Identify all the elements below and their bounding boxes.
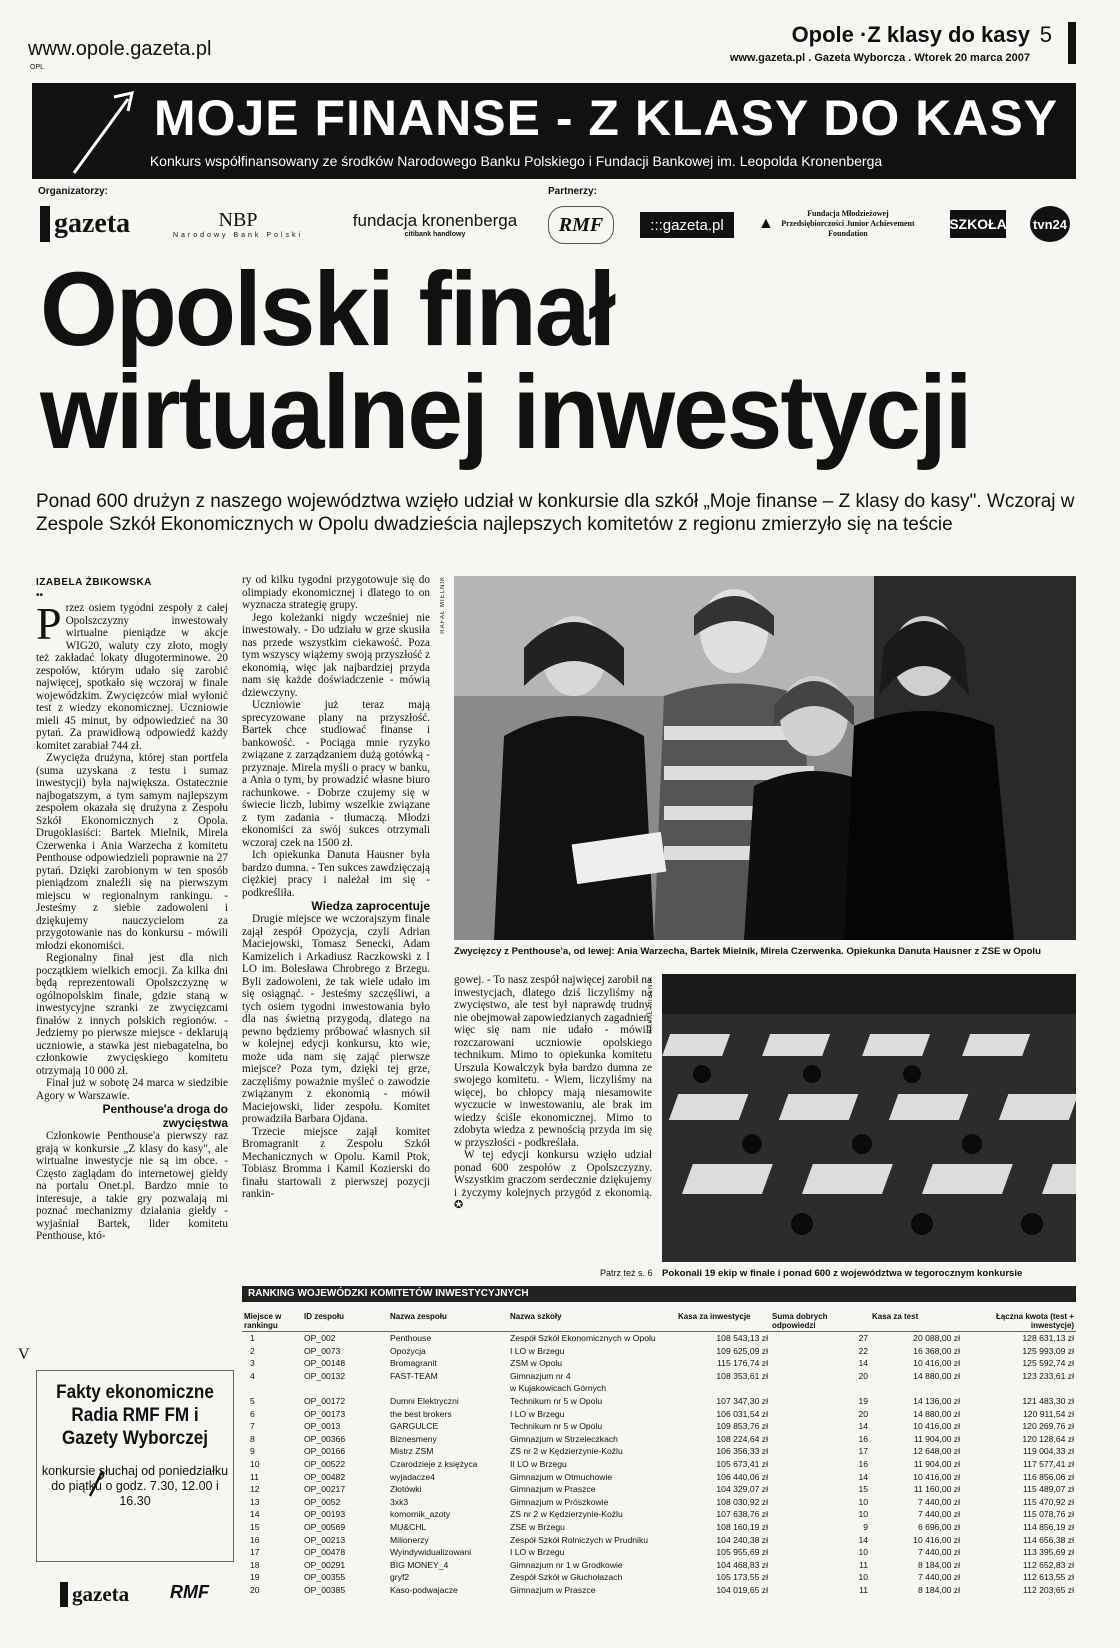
table-cell: 10 416,00 zł <box>913 1358 960 1369</box>
table-cell: Milionerzy <box>390 1534 429 1545</box>
table-cell: 106 356,33 zł <box>716 1446 768 1457</box>
ranking-body <box>242 1332 1076 1597</box>
table-row <box>242 1584 1076 1597</box>
table-cell: Zespół Szkół Ekonomicznych w Opolu <box>510 1333 656 1343</box>
table-cell: Technikum nr 5 w Opolu <box>510 1421 603 1432</box>
page-number: 5 <box>1039 22 1052 47</box>
table-cell: ZSM w Opolu <box>510 1358 563 1369</box>
table-cell: 107 347,30 zł <box>716 1395 768 1406</box>
table-cell: 116 856,06 zł <box>1023 1471 1074 1482</box>
table-cell: 15 <box>250 1521 260 1532</box>
banner-subtitle: Konkurs współfinansowany ze środków Narodowego Banku Polskiego i Fundacji Bankowej im. Leopolda Kronenberga <box>149 153 883 169</box>
table-cell: Czarodzieje z księżyca <box>390 1458 478 1469</box>
table-cell: 14 <box>858 1471 868 1482</box>
nbp-logo <box>158 206 318 242</box>
table-cell: Gimnazjum w Prószkowie <box>510 1496 609 1507</box>
table-cell: Technikum nr 5 w Opolu <box>510 1395 603 1406</box>
margin-mark: V <box>18 1346 30 1363</box>
table-cell: 112 652,83 zł <box>1023 1559 1074 1570</box>
table-row <box>242 1521 1076 1534</box>
table-row <box>242 1458 1076 1471</box>
photo-credit: RAFAŁ MIELNIK <box>648 976 654 1034</box>
article-column-1 <box>36 602 228 1282</box>
final-hall-photo <box>662 974 1076 1262</box>
edition-code: OPL <box>30 64 45 71</box>
column-header: Miejsce w rankingu <box>242 1312 302 1332</box>
table-cell: 106 031,54 zł <box>716 1408 768 1419</box>
table-cell: wyjadacze4 <box>390 1471 435 1482</box>
table-cell: 105 173,55 zł <box>716 1572 768 1583</box>
table-cell: 14 880,00 zł <box>913 1370 960 1381</box>
table-cell: Zespół Szkół w Głuchołazach <box>510 1572 623 1583</box>
junior-achievement-logo <box>758 206 918 242</box>
table-cell: 10 <box>858 1547 868 1558</box>
table-cell: MU&CHL <box>390 1521 427 1532</box>
table-cell: 14 136,00 zł <box>913 1395 960 1406</box>
table-cell: 109 853,76 zł <box>716 1421 768 1432</box>
table-cell: 114 856,19 zł <box>1023 1521 1074 1532</box>
table-cell: 20 <box>858 1370 868 1381</box>
table-cell: 120 128,64 zł <box>1022 1433 1074 1444</box>
column-header: Suma dobrych odpowiedzi <box>770 1312 870 1332</box>
table-cell: Gimnazjum w Otmuchowie <box>510 1471 613 1482</box>
table-cell: 14 <box>858 1534 868 1545</box>
column-header: Kasa za test <box>870 1312 962 1332</box>
table-cell: Zespół Szkół Rolniczych w Prudniku <box>510 1534 649 1545</box>
pencil-icon <box>80 1468 140 1498</box>
rmf-logo: RMF <box>548 206 614 244</box>
table-cell: OP_00148 <box>304 1358 346 1369</box>
table-cell: OP_00291 <box>304 1559 346 1570</box>
table-cell: 109 625,09 zł <box>716 1345 768 1356</box>
table-cell: Gimnazjum w Praszce <box>510 1584 596 1595</box>
final-hall-illustration <box>662 974 1076 1262</box>
table-cell: 104 240,38 zł <box>716 1534 768 1545</box>
paragraph: Członkowie Penthouse'a pierwszy raz grają w konkursie „Z klasy do kasy", ale wirtualne inwestycje nie są im obce. - Często zaglądam do internetowej giełdy na portalu Onet.pl. Bardzo mnie to interesuje, a takie gry pozwalają mi poznać mechanizmy działania giełdy - wyjaśniał Bartek, lider komitetu Penthouse, któ- <box>36 1130 228 1242</box>
table-row <box>242 1546 1076 1559</box>
paragraph: Jego koleżanki nigdy wcześniej nie inwestowały. - Do udziału w grze skusiła nas przede wszystkim ciekawość. Poza tym wszyscy wiążemy swoją przyszłość z ekonomią, więc jak najbardziej przyda nam się każde doświadczenie - mówią dziewczyny. <box>242 611 430 699</box>
table-cell: 105 955,69 zł <box>716 1547 768 1558</box>
article-headline <box>40 250 1080 472</box>
table-cell: 17 <box>250 1547 260 1558</box>
table-row <box>242 1559 1076 1572</box>
table-cell: 1 <box>250 1333 255 1343</box>
table-cell: 27 <box>858 1333 868 1343</box>
table-cell: 11 904,00 zł <box>913 1458 960 1469</box>
table-cell: 125 993,09 zł <box>1022 1345 1074 1356</box>
table-cell: 11 <box>859 1559 868 1570</box>
table-cell: OP_00478 <box>304 1547 346 1558</box>
table-cell: OP_00173 <box>304 1408 346 1419</box>
headline-line-2: wirtualnej inwestycji <box>40 353 971 472</box>
table-cell: 13 <box>250 1496 260 1507</box>
table-row <box>242 1471 1076 1484</box>
table-cell: OP_00193 <box>304 1509 346 1520</box>
paragraph: Regionalny finał jest dla nich początkiem wielkich emocji. Za kilka dni będą reprezentowali Opolszczyznę w ogólnopolskim finale, gdzie staną w inwestycyjne szranki ze zwycięzcami finałów z innych polskich regionów. - Jedziemy po pierwsze miejsce - deklarują uczniowie, a stawka jest niebagatelna, bo członkowie zwycięskiego komitetu otrzymają 10 000 zł. <box>36 952 228 1077</box>
article-column-3 <box>454 974 652 1254</box>
kronenberg-logo-sub: citibank handlowy <box>404 230 466 238</box>
table-cell: OP_00522 <box>304 1458 346 1469</box>
table-cell: the best brokers <box>390 1408 452 1419</box>
header-meta: www.gazeta.pl . Gazeta Wyborcza . Wtorek 20 marca 2007 <box>729 52 1030 64</box>
table-cell: 19 <box>250 1572 260 1583</box>
footer-rmf-logo: RMF <box>170 1582 209 1602</box>
table-cell: 16 <box>250 1534 260 1545</box>
column-header: Nazwa zespołu <box>388 1312 508 1332</box>
table-cell: OP_00213 <box>304 1534 346 1545</box>
column-header: Nazwa szkoły <box>508 1312 676 1332</box>
drop-cap: P <box>36 602 62 649</box>
table-cell: 11 <box>250 1471 259 1482</box>
table-cell: 7 440,00 zł <box>917 1509 960 1520</box>
table-row <box>242 1332 1076 1345</box>
table-row <box>242 1408 1076 1421</box>
footer-gazeta-logo: gazeta <box>60 1582 129 1607</box>
paragraph: Finał już w sobotę 24 marca w siedzibie Agory w Warszawie. <box>36 1077 228 1102</box>
table-cell: 10 <box>858 1496 868 1507</box>
section-title: Opole ·Z klasy do kasy <box>791 22 1030 47</box>
table-row <box>242 1395 1076 1408</box>
paragraph: Uczniowie już teraz mają sprecyzowane plany na przyszłość. Bartek chce studiować finanse i bankowość. - Pociąga mnie ryzyko związane z zarządzaniem dużą gotówką - przyznaje. Mirela myśli o pracy w banku, a Ania o tym, by prowadzić własne biuro rachunkowe. - Dobrze czujemy się w świecie liczb, lubimy wszelkie związane z tym zadania - tłumaczą. Młodzi ekonomiści za swój sukces otrzymali wczoraj czek na 1500 zł. <box>242 699 430 849</box>
table-cell: OP_00355 <box>304 1572 346 1583</box>
table-cell: 20 088,00 zł <box>913 1333 960 1343</box>
table-cell: II LO w Brzegu <box>510 1458 567 1469</box>
table-cell: komornik_azoty <box>390 1509 451 1520</box>
table-cell: OP_0052 <box>304 1496 341 1507</box>
table-cell: OP_00132 <box>304 1370 346 1381</box>
table-cell: OP_00385 <box>304 1584 346 1595</box>
table-cell: 6 <box>250 1408 255 1419</box>
table-cell: 123 233,61 zł <box>1022 1370 1074 1381</box>
table-cell: 11 904,00 zł <box>913 1433 960 1444</box>
paragraph: Ich opiekunka Danuta Hausner była bardzo dumna. - Ten sukces zawdzięczają ciężkiej pracy i należał im się - podkreśliła. <box>242 849 430 899</box>
table-cell: 120 911,54 zł <box>1023 1408 1074 1419</box>
ranking-table <box>242 1312 1076 1596</box>
partners-label: Partnerzy: <box>548 186 597 197</box>
organizers-label: Organizatorzy: <box>38 186 109 197</box>
rmf-promo-box <box>36 1370 234 1562</box>
article-author: IZABELA ŻBIKOWSKA <box>36 577 152 588</box>
table-cell: 112 203,65 zł <box>1023 1584 1074 1595</box>
contest-banner <box>32 83 1076 179</box>
table-cell: 17 <box>858 1446 868 1457</box>
table-cell: 128 631,13 zł <box>1022 1333 1074 1343</box>
table-cell: Biznesmeny <box>390 1433 437 1444</box>
table-cell: 18 <box>250 1559 260 1570</box>
table-cell: 113 395,69 zł <box>1023 1547 1074 1558</box>
table-row <box>242 1571 1076 1584</box>
table-cell: 10 416,00 zł <box>913 1471 960 1482</box>
table-cell: Gimnazjum nr 1 w Grodkowie <box>510 1559 623 1570</box>
table-cell: 120 269,76 zł <box>1022 1421 1074 1432</box>
table-cell: 10 416,00 zł <box>913 1534 960 1545</box>
paragraph <box>454 1149 652 1212</box>
table-cell: 104 019,65 zł <box>716 1584 768 1595</box>
table-cell: Gimnazjum w Praszce <box>510 1484 596 1495</box>
author-dots: •• <box>36 590 44 601</box>
table-cell: 16 <box>858 1433 868 1444</box>
table-cell: 119 004,33 zł <box>1023 1446 1074 1457</box>
table-row <box>242 1433 1076 1446</box>
table-cell: 10 <box>250 1458 260 1469</box>
photo-caption-hall: Pokonali 19 ekip w finale i ponad 600 z województwa w tegorocznym konkursie <box>662 1268 1023 1279</box>
table-cell: 10 <box>858 1509 868 1520</box>
table-cell: 121 483,30 zł <box>1022 1395 1074 1406</box>
paragraph: Trzecie miejsce zajął komitet Bromagranit z Zespołu Szkół Mechanicznych w Opolu. Kamil Ptok, Tobiasz Bromma i Kamil Kozierski do finału startowali z pierwszej pozycji rankin- <box>242 1125 430 1200</box>
table-cell: 16 368,00 zł <box>913 1345 960 1356</box>
nbp-logo-text: NBP <box>218 209 258 231</box>
table-cell: I LO w Brzegu <box>510 1345 565 1356</box>
table-row <box>242 1508 1076 1521</box>
table-cell: 2 <box>250 1345 255 1356</box>
subheading: Wiedza zaprocentuje <box>311 899 430 913</box>
paragraph: ry od kilku tygodni przygotowuje się do olimpiady ekonomicznej i dlatego to on wyznacza strategię grupy. <box>242 574 430 611</box>
table-cell: 6 696,00 zł <box>917 1521 960 1532</box>
table-cell: 5 <box>250 1395 255 1406</box>
table-cell: 108 224,64 zł <box>716 1433 768 1444</box>
table-cell: 104 468,83 zł <box>716 1559 768 1570</box>
table-cell: 10 <box>858 1572 868 1583</box>
table-cell: gryf2 <box>390 1572 410 1583</box>
article-lead: Ponad 600 drużyn z naszego województwa wzięło udział w konkursie dla szkół „Moje finanse – Z klasy do kasy". Wczoraj w Zespole Szkół Ekonomicznych w Opolu dwadzieścia najlepszych komitetów z regionu zmierzyło się na teście <box>36 491 1075 535</box>
table-cell: 108 030,92 zł <box>716 1496 768 1507</box>
table-row <box>242 1370 1076 1395</box>
table-cell: Mistrz ZSM <box>390 1446 434 1457</box>
table-cell: OP_00569 <box>304 1521 346 1532</box>
table-cell: 115 489,07 zł <box>1023 1484 1074 1495</box>
table-cell: GARGULCE <box>390 1421 439 1432</box>
table-cell: 19 <box>858 1395 868 1406</box>
table-cell: 108 353,61 zł <box>716 1370 768 1381</box>
table-cell: 8 184,00 zł <box>917 1559 960 1570</box>
table-row <box>242 1534 1076 1547</box>
table-cell: 4 <box>250 1370 255 1381</box>
table-row <box>242 1345 1076 1358</box>
table-cell: 8 <box>250 1433 255 1444</box>
table-cell: 104 329,07 zł <box>716 1484 768 1495</box>
table-cell: 3xk3 <box>390 1496 409 1507</box>
table-cell: 14 880,00 zł <box>913 1408 960 1419</box>
table-cell: 11 160,00 zł <box>913 1484 960 1495</box>
table-cell: 108 160,19 zł <box>716 1521 768 1532</box>
column-header: Kasa za inwestycje <box>676 1312 770 1332</box>
table-cell: OP_00166 <box>304 1446 346 1457</box>
table-cell: 115 176,74 zł <box>717 1358 768 1369</box>
table-row <box>242 1357 1076 1370</box>
table-cell: 14 <box>250 1509 260 1520</box>
table-row <box>242 1445 1076 1458</box>
table-cell: 20 <box>858 1408 868 1419</box>
table-cell: 20 <box>250 1584 260 1595</box>
table-cell: 14 <box>858 1421 868 1432</box>
table-cell: OP_002 <box>304 1333 336 1343</box>
table-cell: OP_00172 <box>304 1395 346 1406</box>
table-cell: Dumni Elektryczni <box>390 1395 459 1406</box>
table-cell: Bromagranit <box>390 1358 437 1369</box>
ranking-title: RANKING WOJEWÓDZKI KOMITETÓW INWESTYCYJNYCH <box>242 1286 1076 1302</box>
banner-title: MOJE FINANSE - Z KLASY DO KASY <box>153 90 1059 146</box>
ja-triangle-icon: ▲ <box>758 215 774 232</box>
table-cell: BIG MONEY_4 <box>390 1559 449 1570</box>
table-cell: 105 673,41 zł <box>716 1458 768 1469</box>
table-cell: Złotówki <box>390 1484 422 1495</box>
table-cell: I LO w Brzegu <box>510 1408 565 1419</box>
table-cell: 15 <box>858 1484 868 1495</box>
article-column-2 <box>242 574 430 1254</box>
table-cell: Wyindywidualizowani <box>390 1547 472 1558</box>
paragraph: gowej. - To nasz zespół najwięcej zarobił na inwestycjach, dlatego dziś liczyliśmy na zwycięstwo, ale test był naprawdę trudny, nie obejmował zapowiedzianych zagadnień, więc się nam nie udało - mówili rozczarowani uczniowie opolskiego technikum. Mimo to opiekunka komitetu Urszula Kowalczyk była bardzo dumna ze swojego komitetu. - Wiem, liczyliśmy na więcej, bo chłopcy mają niesamowite wyczucie w inwestowaniu, ale brak im wiedzy ściśle ekonomicznej. Mimo to zdobyta wiedza z pewnością przyda im się w przyszłości - podkreślała. <box>454 974 652 1149</box>
paragraph: rzez osiem tygodni zespoły z całej Opolszczyzny inwestowały wirtualne pieniądze w akcje WIG20, waluty czy złoto, mogły też zakładać lokaty długoterminowe. 20 zespołów, którym udało się zarobić najwięcej, spotkało się wczoraj w finale wojewódzkim. Zwycięzców miał wyłonić test z wiedzy ekonomicznej. Uczniowie mieli 45 minut, by odpowiedzieć na 30 pytań. Za prawidłową odpowiedź każdy komitet zarabiał 744 zł. <box>36 602 228 752</box>
column-header: Łączna kwota (test + inwestycje) <box>962 1312 1076 1332</box>
table-cell: 7 440,00 zł <box>917 1572 960 1583</box>
table-cell: 9 <box>863 1521 868 1532</box>
headline-line-1: Opolski finał <box>40 250 615 369</box>
table-cell: Gimnazjum nr 4 w Kujakowicach Górnych <box>510 1370 607 1394</box>
table-cell: FAST-TEAM <box>390 1370 438 1381</box>
winners-photo <box>454 576 1076 940</box>
table-cell: 12 <box>250 1484 260 1495</box>
header-bar <box>1068 22 1076 64</box>
table-cell: 11 <box>859 1584 868 1595</box>
table-row <box>242 1420 1076 1433</box>
table-cell: 7 440,00 zł <box>917 1496 960 1507</box>
table-cell: Gimnazjum w Strzeleczkach <box>510 1433 618 1444</box>
promo-title: Fakty ekonomiczne Radia RMF FM i Gazety Wyborczej <box>56 1382 214 1449</box>
table-cell: 22 <box>858 1345 868 1356</box>
table-cell: OP_00217 <box>304 1484 346 1495</box>
table-cell: OP_00366 <box>304 1433 346 1444</box>
promo-text: konkursie słuchaj od poniedziałku do piątku o godz. 7.30, 12.00 i 16.30 <box>41 1464 229 1508</box>
table-cell: 125 592,74 zł <box>1022 1358 1074 1369</box>
table-cell: 16 <box>858 1458 868 1469</box>
table-cell: OP_00482 <box>304 1471 346 1482</box>
nbp-logo-sub: Narodowy Bank Polski <box>172 232 304 239</box>
table-cell: 115 470,92 zł <box>1023 1496 1074 1507</box>
subheading: Penthouse'a droga do zwycięstwa <box>102 1102 228 1130</box>
see-also-link[interactable]: Patrz też s. 6 <box>600 1268 653 1278</box>
table-cell: Penthouse <box>390 1333 432 1343</box>
table-cell: 114 656,38 zł <box>1023 1534 1074 1545</box>
photo-caption-winners: Zwycięzcy z Penthouse'a, od lewej: Ania Warzecha, Bartek Mielnik, Mirela Czerwenka. Opiekunka Danuta Hausner z ZSE w Opolu <box>454 946 1041 957</box>
ranking-header-row <box>242 1312 1076 1332</box>
column-header: ID zespołu <box>302 1312 388 1332</box>
photo-credit: RAFAŁ MIELNIK <box>440 576 446 634</box>
paragraph: Drugie miejsce we wczorajszym finale zajął zespół Opozycja, czyli Adrian Maciejowski, Tomasz Senecki, Adam Kamizelich i Arkadiusz Raczkowski z I LO im. Bolesława Chrobrego z Brzegu. Byli zadowoleni, że tak wiele udało im się osiągnąć. - Jesteśmy szczęśliwi, a tych osiem tygodni inwestowania było dla nas świetną przygodą, dlatego na pewno będziemy próbować własnych sił w kolejnej edycji konkursu, kto wie, może uda nam się zająć pierwsze miejsce? Poza tym, dzięki tej grze, zaczęliśmy poważnie myśleć o zawodzie związanym z ekonomią - mówił Maciejowski, lider zespołu. Komitet prowadziła Barbara Ojdana. <box>242 913 430 1125</box>
ja-logo-text: Fundacja Młodzieżowej Przedsiębiorczości Junior Achievement Foundation <box>781 209 915 238</box>
site-url[interactable]: www.opole.gazeta.pl <box>28 38 212 60</box>
winners-photo-illustration <box>454 576 1076 940</box>
gazeta-pl-logo: :::gazeta.pl <box>640 212 734 238</box>
table-cell: 7 <box>250 1421 255 1432</box>
table-cell: 108 543,13 zł <box>716 1333 768 1343</box>
paragraph: Zwycięża drużyna, której stan portfela (suma uzyskana z testu i sumaz inwestycji) była największa. Ostatecznie najbogatszym, a tym samym najlepszym zespołem okazała się drużyna z Zespołu Szkół Ekonomicznych z Opola. Drugoklasiści: Bartek Mielnik, Mirela Czerwenka i Ania Warzecha z komitetu Penthouse odpowiedzieli poprawnie na 27 pytań. Dzięki zarobionym w ten sposób pieniądzom znaleźli się na pierwszym miejscu w regionalnym rankingu. - Jesteśmy z siebie zadowoleni i dziękujemy nauczycielom za przygotowanie nas do konkursu - mówili młodzi ekonomiści. <box>36 752 228 952</box>
kronenberg-logo-text: fundacja kronenberga <box>352 210 518 230</box>
end-mark-icon: ✪ <box>454 1199 464 1211</box>
table-row <box>242 1483 1076 1496</box>
table-cell: ZSE w Brzegu <box>510 1521 565 1532</box>
kronenberg-logo <box>340 206 530 242</box>
table-cell: 12 648,00 zł <box>913 1446 960 1457</box>
table-cell: OP_0013 <box>304 1421 341 1432</box>
table-cell: Opozycja <box>390 1345 426 1356</box>
table-cell: ZS nr 2 w Kędzierzynie-Koźlu <box>510 1446 623 1457</box>
table-cell: 10 416,00 zł <box>913 1421 960 1432</box>
table-cell: 7 440,00 zł <box>917 1547 960 1558</box>
paragraph-text: W tej edycji konkursu wzięło udział ponad 600 zespołów z Opolszczyzny. Wszystkim graczom serdecznie dziękujemy i życzymy kolejnych przygód z ekonomią. <box>454 1149 652 1199</box>
table-cell: I LO w Brzegu <box>510 1547 565 1558</box>
table-cell: 14 <box>858 1358 868 1369</box>
table-cell: Kaso-podwajacze <box>390 1584 458 1595</box>
table-cell: 112 613,55 zł <box>1023 1572 1074 1583</box>
table-cell: 115 078,76 zł <box>1023 1509 1074 1520</box>
table-cell: 106 440,06 zł <box>716 1471 768 1482</box>
table-cell: 107 638,76 zł <box>716 1509 768 1520</box>
table-cell: ZS nr 2 w Kędzierzynie-Koźlu <box>510 1509 623 1520</box>
tvn24-logo: tvn24 <box>1030 206 1070 242</box>
table-row <box>242 1496 1076 1509</box>
table-cell: OP_0073 <box>304 1345 341 1356</box>
table-cell: 8 184,00 zł <box>917 1584 960 1595</box>
table-cell: 117 577,41 zł <box>1023 1458 1074 1469</box>
table-cell: 9 <box>250 1446 255 1457</box>
table-cell: 3 <box>250 1358 255 1369</box>
gazeta-logo: gazeta <box>40 206 154 242</box>
szkola-logo: SZKOŁA <box>950 210 1006 238</box>
